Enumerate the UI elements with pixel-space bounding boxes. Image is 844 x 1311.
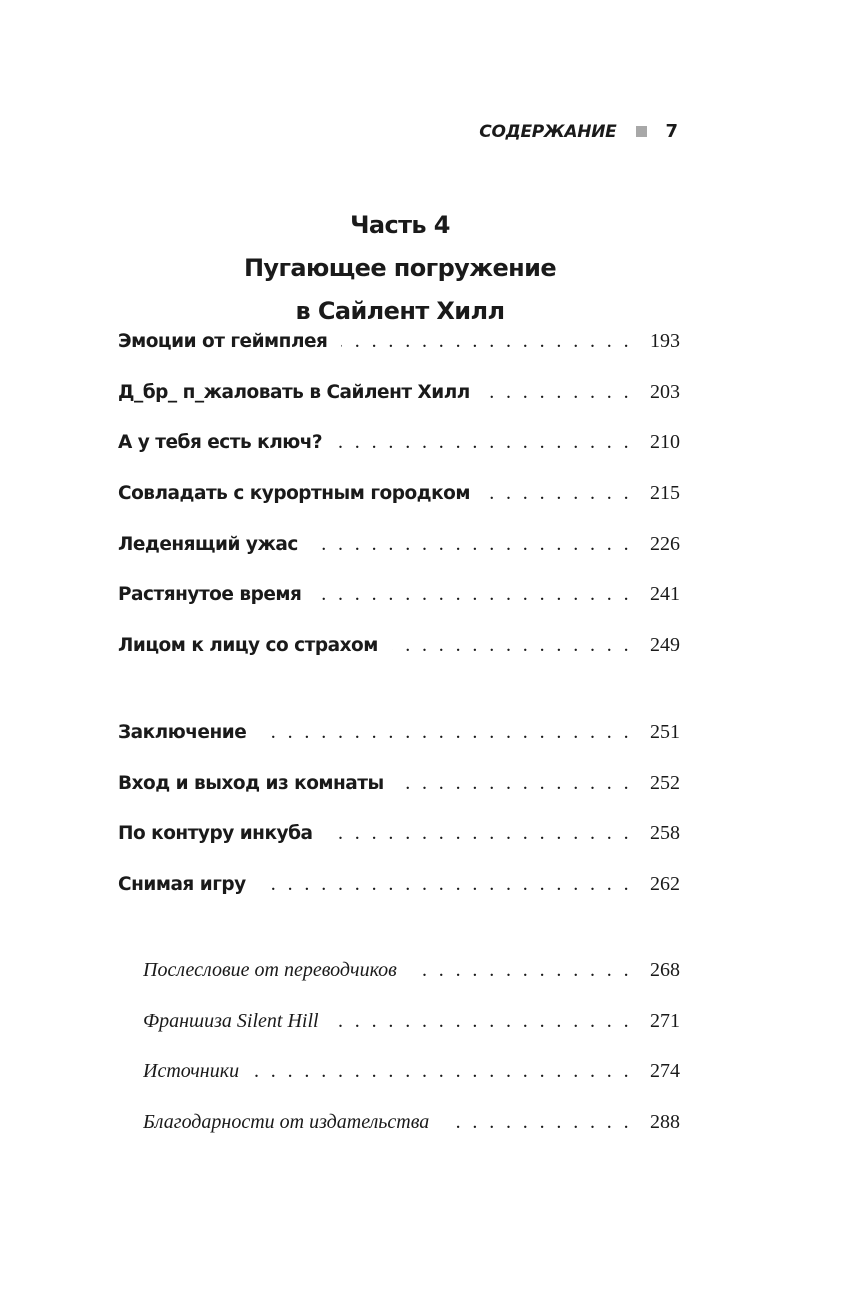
toc-entry-page: 268 (650, 959, 680, 981)
toc-entry-page: 241 (650, 583, 680, 606)
toc-entry-page: 249 (650, 634, 680, 657)
toc-entry-page: 274 (650, 1060, 680, 1083)
running-title: СОДЕРЖАНИЕ (479, 121, 617, 142)
page-number: 7 (665, 121, 678, 142)
toc-entry[interactable] (143, 959, 680, 1010)
toc-afterword (143, 959, 680, 1162)
toc-entry[interactable] (118, 634, 680, 685)
toc-entry[interactable] (143, 1111, 680, 1162)
toc-entry[interactable] (118, 330, 680, 381)
toc-entry-title: Снимая игру (118, 874, 246, 896)
part-title-line-2: в Сайлент Хилл (295, 297, 505, 325)
toc-entry[interactable] (118, 533, 680, 584)
toc-leader-dots (312, 533, 632, 556)
toc-entry-page: 226 (650, 532, 680, 555)
toc-entry-title: А у тебя есть ключ? (118, 432, 323, 454)
toc-leader-dots (392, 634, 632, 657)
toc-leader-dots (398, 772, 632, 795)
toc-entry-title: Источники (143, 1060, 240, 1083)
toc-entry-page: 203 (650, 380, 680, 403)
toc-entry-title: По контуру инкуба (118, 823, 313, 845)
toc-conclusion (118, 721, 680, 924)
toc-entry[interactable] (118, 583, 680, 634)
toc-entry-page: 258 (650, 822, 680, 845)
toc-leader-dots (484, 381, 632, 404)
toc-leader-dots (315, 583, 632, 606)
toc-entry-title: Благодарности от издательства (143, 1111, 430, 1134)
toc-chapters (118, 330, 680, 685)
toc-leader-dots (326, 822, 632, 845)
toc-entry[interactable] (118, 381, 680, 432)
toc-entry-page: 251 (650, 721, 680, 743)
running-head (479, 121, 678, 142)
toc-entry[interactable] (118, 822, 680, 873)
toc-entry[interactable] (118, 721, 680, 772)
toc-entry-title: Д_бр_ п_жаловать в Сайлент Хилл (118, 381, 470, 403)
toc-entry-title: Франшиза Silent Hill (143, 1009, 319, 1032)
toc-entry-page: 193 (650, 330, 680, 352)
toc-entry-page: 271 (650, 1009, 680, 1032)
toc-leader-dots (333, 1010, 632, 1033)
toc-entry-page: 215 (650, 482, 680, 505)
toc-entry[interactable] (118, 772, 680, 823)
toc-leader-dots (336, 431, 632, 454)
toc-entry[interactable] (118, 431, 680, 482)
toc-entry-page: 252 (650, 771, 680, 794)
toc-entry-title: Лицом к лицу со страхом (118, 635, 378, 657)
toc-entry-page: 262 (650, 873, 680, 896)
toc-entry-title: Растянутое время (118, 584, 302, 606)
toc-entry-title: Вход и выход из комнаты (118, 772, 384, 794)
toc-leader-dots (484, 482, 632, 505)
toc-entry-title: Совладать с курортным городком (118, 483, 470, 505)
toc-entry-page: 288 (650, 1111, 680, 1134)
toc-leader-dots (443, 1111, 632, 1134)
toc-entry-title: Леденящий ужас (118, 533, 298, 555)
part-number: Часть 4 (350, 211, 450, 239)
toc-leader-dots (411, 959, 632, 982)
square-ornament-icon (636, 126, 647, 137)
toc-leader-dots (253, 1060, 632, 1083)
toc-entry-title: Эмоции от геймплея (118, 331, 328, 352)
toc-entry[interactable] (143, 1010, 680, 1061)
toc-entry-title: Послесловие от переводчиков (143, 959, 397, 981)
part-heading (0, 204, 800, 333)
toc-leader-dots (341, 330, 632, 353)
toc-entry-title: Заключение (118, 722, 247, 743)
toc-leader-dots (260, 873, 632, 896)
toc-leader-dots (260, 721, 632, 744)
toc-entry[interactable] (118, 873, 680, 924)
toc-entry[interactable] (143, 1060, 680, 1111)
toc-entry[interactable] (118, 482, 680, 533)
toc-entry-page: 210 (650, 431, 680, 454)
part-title-line-1: Пугающее погружение (243, 254, 557, 282)
